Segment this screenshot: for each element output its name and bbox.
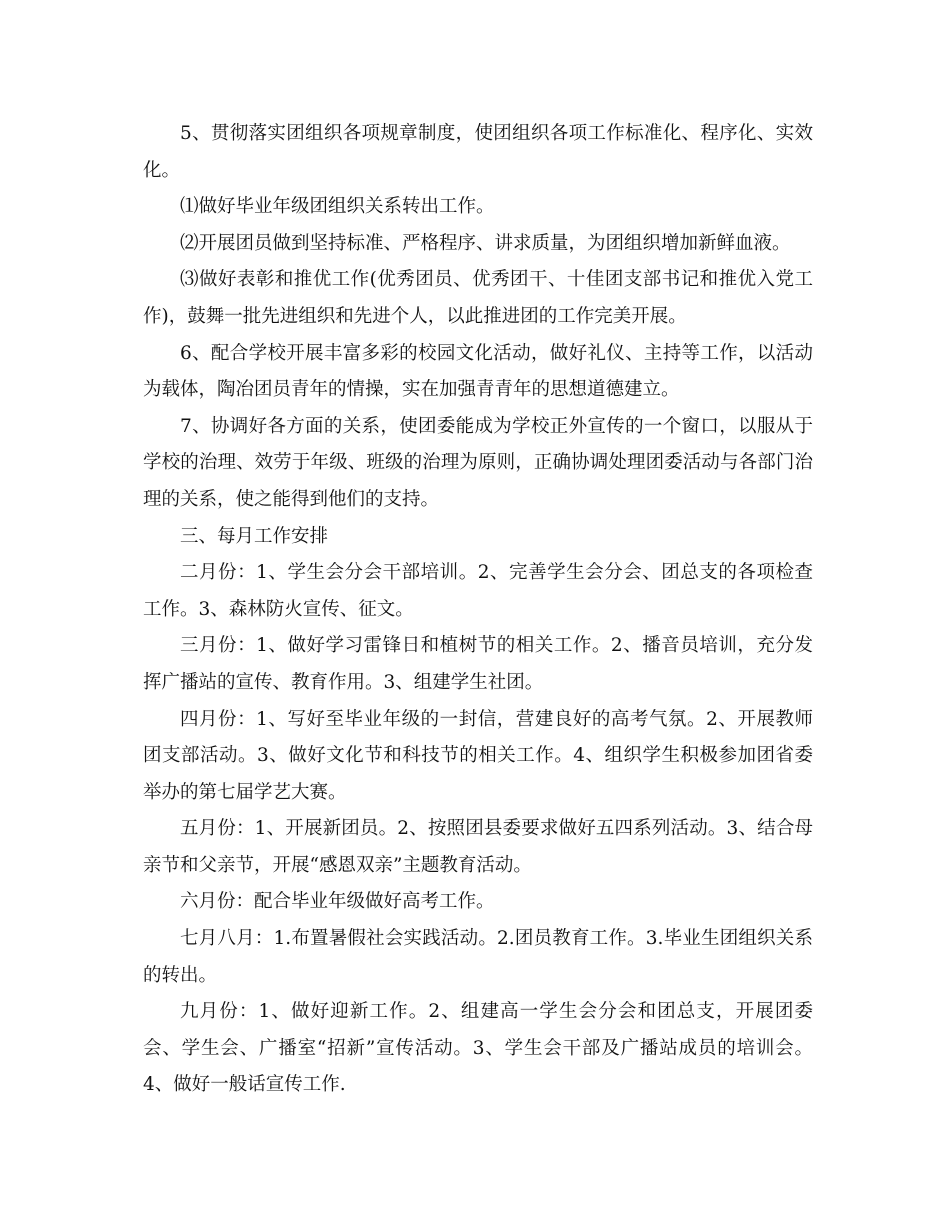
paragraph-february: 二月份：1、学生会分会干部培训。2、完善学生会分会、团总支的各项检查工作。3、森林防火宣传、征文。 <box>143 562 813 620</box>
paragraph-commendation: ⑶做好表彰和推优工作(优秀团员、优秀团干、十佳团支部书记和推优入党工作)，鼓舞一批先进组织和先进个人，以此推进团的工作完美开展。 <box>143 269 813 327</box>
paragraph-may: 五月份：1、开展新团员。2、按照团县委要求做好五四系列活动。3、结合母亲节和父亲节，开展“感恩双亲”主题教育活动。 <box>143 818 813 876</box>
paragraph-july-august: 七月八月：1.布置暑假社会实践活动。2.团员教育工作。3.毕业生团组织关系的转出。 <box>143 928 813 986</box>
section-heading-monthly-plan: 三、每月工作安排 <box>180 525 329 547</box>
paragraph-campus-culture: 6、配合学校开展丰富多彩的校园文化活动，做好礼仪、主持等工作，以活动为载体，陶冶团员青年的情操，实在加强青青年的思想道德建立。 <box>143 342 813 401</box>
paragraph-june: 六月份：配合毕业年级做好高考工作。 <box>180 891 495 913</box>
paragraph-september: 九月份：1、做好迎新工作。2、组建高一学生会分会和团总支，开展团委会、学生会、广播室“招新”宣传活动。3、学生会干部及广播站成员的培训会。4、做好一般话宣传工作. <box>143 1001 813 1096</box>
paragraph-graduate-transfer: ⑴做好毕业年级团组织关系转出工作。 <box>180 196 495 218</box>
paragraph-rule-system: 5、贯彻落实团组织各项规章制度，使团组织各项工作标准化、程序化、实效化。 <box>143 123 813 181</box>
paragraph-new-members: ⑵开展团员做到坚持标准、严格程序、讲求质量，为团组织增加新鲜血液。 <box>180 232 791 254</box>
paragraph-march: 三月份：1、做好学习雷锋日和植树节的相关工作。2、播音员培训，充分发挥广播站的宣传、教育作用。3、组建学生社团。 <box>143 635 813 693</box>
document-body <box>143 116 813 1104</box>
paragraph-april: 四月份：1、写好至毕业年级的一封信，营建良好的高考气氛。2、开展教师团支部活动。3、做好文化节和科技节的相关工作。4、组织学生积极参加团省委举办的第七届学艺大赛。 <box>143 708 813 803</box>
paragraph-coordination: 7、协调好各方面的关系，使团委能成为学校正外宣传的一个窗口，以服从于学校的治理、效劳于年级、班级的治理为原则，正确协调处理团委活动与各部门治理的关系，使之能得到他们的支持。 <box>143 415 813 510</box>
